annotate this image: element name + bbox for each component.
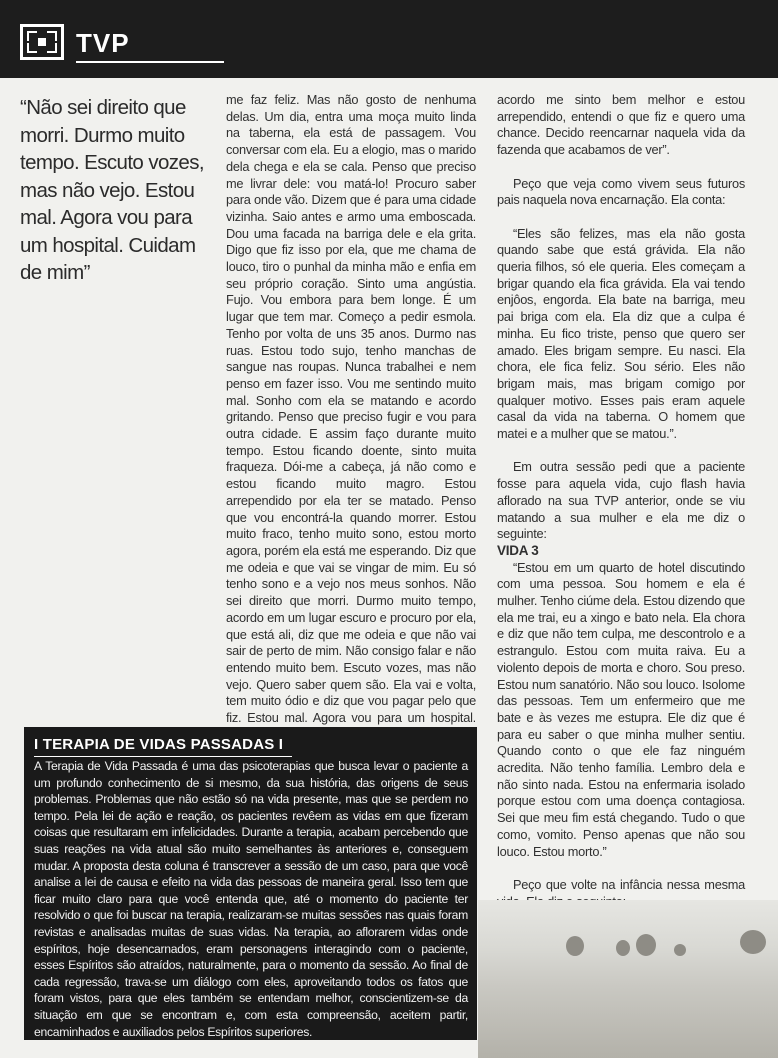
column2-paragraph-3: “Eles são felizes, mas ela não gosta quando sabe que está grávida. Ela não queria filhos, só ele queria. Eles começam a brigar quando ela fica grávida. Ela vai tendo enjôos, engorda. Ela bate na barriga, meu pai briga com ela. Ela diz que a culpa é minha. Eu fico triste, penso que quero ser amado. Eles brigam sempre. Eu nasci. Ela chora, ele fica feliz. Sou sério. Eles não brigam mais, mas brigam comigo por qualquer motivo. Esses pais eram aquele casal da vida na taberna. O homem que matei e a mulher que se matou.”.: [497, 225, 745, 442]
column1-text: me faz feliz. Mas não gosto de nenhuma delas. Um dia, entra uma moça muito linda na taberna, ela está de passagem. Vou conversar com ela. Eu a elogio, mas o marido dela chega e ela se cala. Penso que preciso me livrar dele: vou matá-lo! Procuro saber para onde vão. Dizem que é para uma cidade vizinha. Saio antes e armo uma emboscada. Dou uma facada na barriga dele e ela grita. Digo que fiz isso por ela, que me chama de louco, tiro o punhal da minha mão e enfia em seu próprio coração. Sinto uma angústia. Fujo. Vou embora para bem longe. É um lugar que tem mar. Começo a pedir esmola. Tenho por volta de uns 35 anos. Durmo nas ruas. Estou todo sujo, tenho manchas de sangue nas roupas. Nunca trabalhei e nem penso em fazer isso. Vou me sentindo muito mal. Sonho com ela se matando e acordo gritando. Penso que preciso fugir e vou para outra cidade. E assim faço durante muito tempo. Estou ficando doente, sinto muita fraqueza. Dói-me a cabeça, já não como e estou ficando muito magro. Estou arrependido por ela ter se matado. Penso que vou encontrá-la quando morrer. Estou muito fraco, tenho muito sono, estou morto agora, porém ela está me esperando. Diz que me odeia e que vai se vingar de mim. Eu só tenho sono e a vejo nos meus sonhos. Não sei direito que morri. Durmo muito tempo, acordo em um lugar escuro e procuro por ela, que está ali, diz que me odeia e que não vai sair de perto de mim. Não consigo falar e não entendo muito bem. Escuto vozes, mas não vejo. Quero saber quem são. Ela vai e volta, tem muito ódio e diz que vou pagar pelo que fiz. Estou mal. Agora vou para um hospital.: [226, 92, 476, 726]
vida-3-subhead: VIDA 3: [497, 542, 539, 558]
tvp-logo-icon: [20, 24, 64, 60]
landscape-photo: [478, 900, 778, 1058]
info-box: [24, 727, 477, 1040]
info-box-rule: [34, 756, 292, 757]
article-column-2: [497, 92, 745, 910]
column2-paragraph-4: Em outra sessão pedi que a paciente fosse para aquela vida, cujo flash havia aflorado na sua TVP anterior, onde se viu matando a sua mulher e ela me diz o seguinte:: [497, 459, 745, 542]
section-title: TVP: [76, 28, 130, 58]
pull-quote: “Não sei direito que morri. Durmo muito tempo. Escuto vozes, mas não vejo. Estou mal. Agora vou para um hospital. Cuidam de mim”: [20, 96, 204, 284]
column2-paragraph-5: “Estou em um quarto de hotel discutindo com uma pessoa. Sou homem e ela é mulher. Tenho ciúme dela. Estou dizendo que ela me trai, eu a xingo e bato nela. Ela chora e diz que não tem culpa, me descontrolo e a estrangulo. Estou com muita raiva. Eu a violento depois de morta e choro. Sou preso. Estou num sanatório. Não sou louco. Isolome das pessoas. Tem um enfermeiro que me bate e às vezes me estupra. Ele diz que é para eu saber o que minha mulher sentiu. Quando conto o que ele faz ninguém acredita. Não tenho família. Lembro dela e não sinto nada. Estou na enfermaria isolado porque estou com uma doença contagiosa. Sei que meu fim está chegando. Tudo o que como, vomito. Penso apenas que não sou louco. Estou morto.”: [497, 559, 745, 859]
column2-paragraph-1: acordo me sinto bem melhor e estou arrependido, entendi o que fiz e quero uma chance. Decido reencarnar naquela vida da fazenda que acabamos de ver”.: [497, 92, 745, 158]
column2-paragraph-2: Peço que veja como vivem seus futuros pais naquela nova encarnação. Ela conta:: [497, 175, 745, 208]
info-box-text: A Terapia de Vida Passada é uma das psicoterapias que busca levar o paciente a um profundo conhecimento de si mesmo, da sua história, das origens de seus problemas. Problemas que não estão só na vida presente, mas que se perdem no tempo. Pela lei de ação e reação, os pacientes revêem as vidas em que fizeram coisas que resultaram em infelicidades. Durante a terapia, acabam percebendo que suas reações na vida atual são muito semelhantes às anteriores e, conseguem mudar. A proposta desta coluna é transcrever a sessão de um caso, para que você analise a lei de causa e efeito na vida das pessoas de maneira geral. Isso tem que ficar muito claro para que você entenda que, até o momento do paciente ter resolvido o que foi buscar na terapia, realizaram-se muitas sessões nas quais foram revistas e analisadas muitas de suas vidas. Na terapia, ao aflorarem vidas onde espíritos, hoje desencarnados, eram personagens interagindo com o paciente, esses Espíritos são atraídos, naturalmente, para o momento da sessão. Ao final de cada regressão, trava-se um diálogo com eles, aproveitando todos os fatos que foram vistos, para que eles também se entendam melhor, conscientizem-se da situação em que se encontram e, com esta compreensão, aceitem partir, encaminhados e auxiliados pelos Espíritos superiores.: [34, 759, 468, 1039]
article-column-1: [226, 92, 476, 743]
header-bar: [0, 0, 778, 78]
column2-paragraph-6: Peço que volte na infância nessa mesma: [513, 876, 745, 892]
info-box-title: I TERAPIA DE VIDAS PASSADAS I: [34, 736, 284, 753]
title-underline: [76, 61, 224, 63]
